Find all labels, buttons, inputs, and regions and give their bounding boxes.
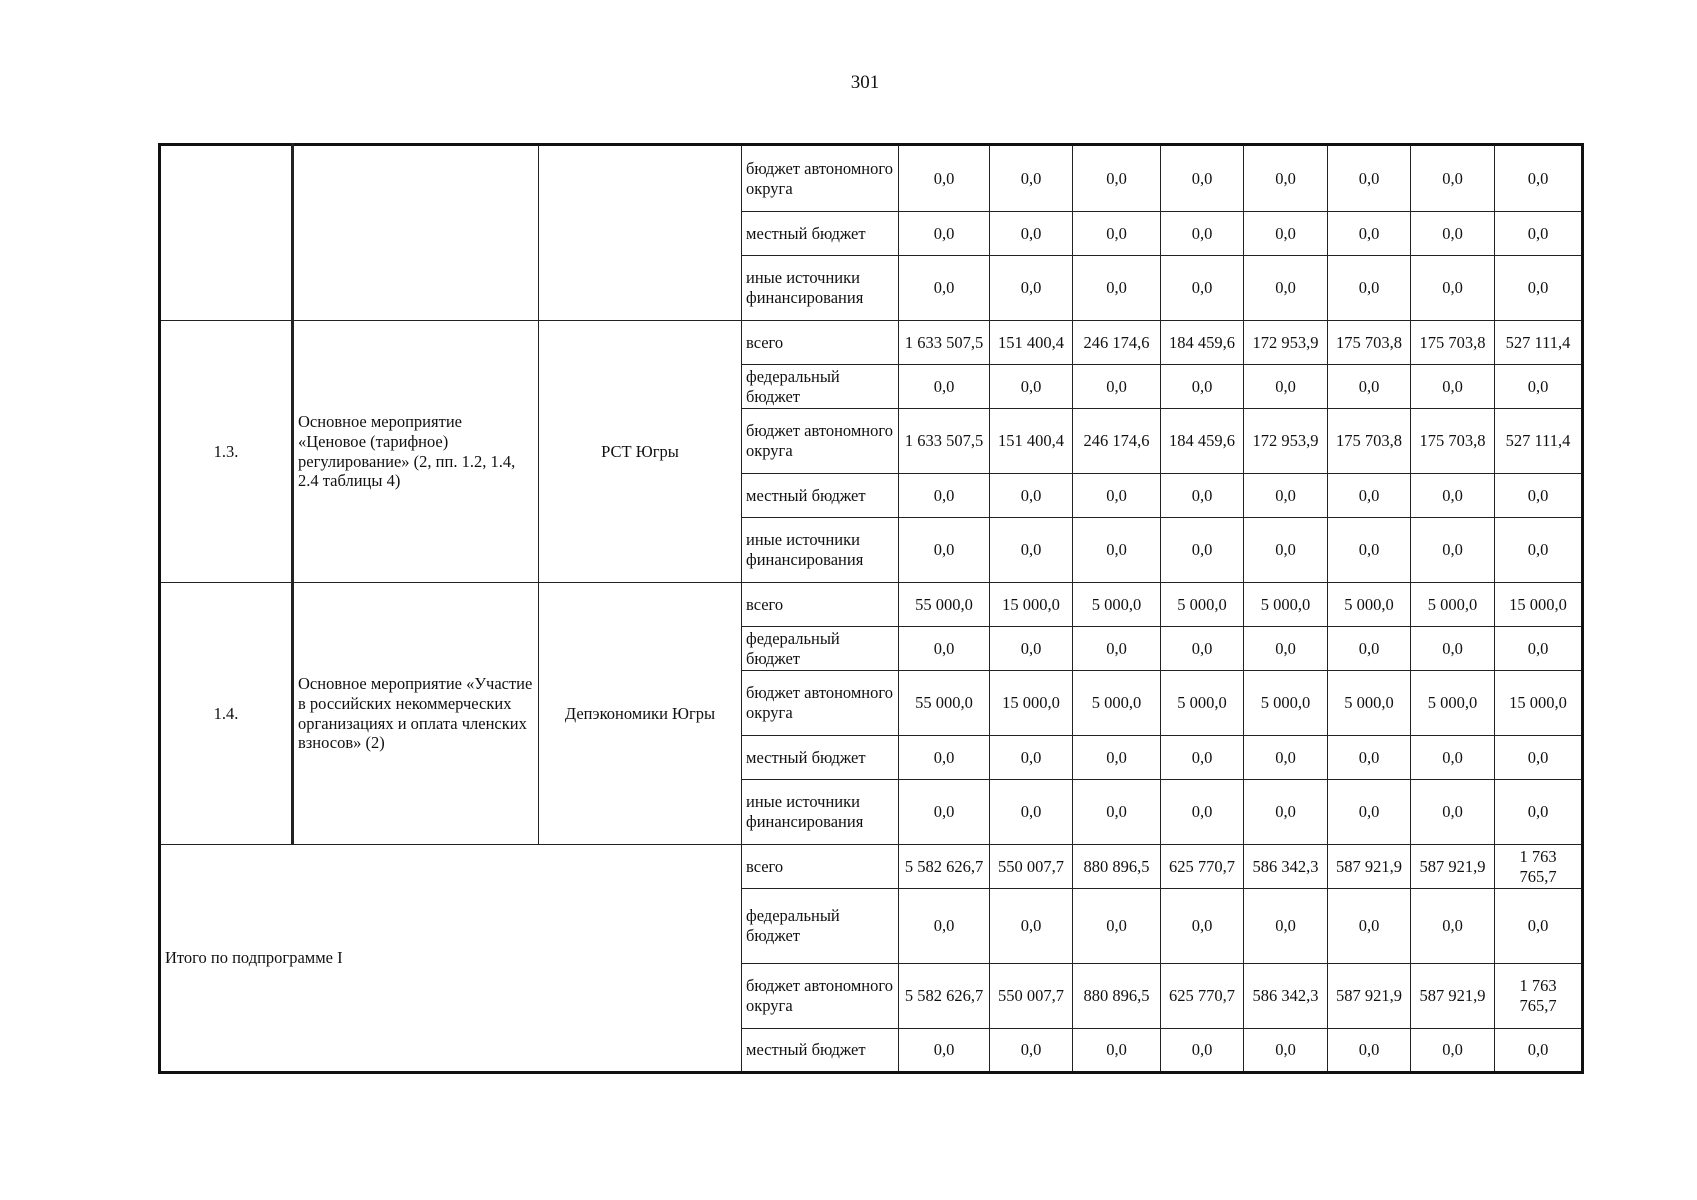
budget-table (158, 143, 1584, 1074)
amount-cell: 0,0 (1161, 780, 1244, 845)
funding-source-cell: иные источники финансирования (742, 780, 899, 845)
item-index-cell: 1.3. (160, 321, 293, 583)
amount-cell: 625 770,7 (1161, 845, 1244, 889)
amount-cell: 587 921,9 (1411, 845, 1495, 889)
amount-cell: 0,0 (1328, 256, 1411, 321)
amount-cell: 0,0 (899, 212, 990, 256)
amount-cell: 15 000,0 (990, 583, 1073, 627)
amount-cell: 0,0 (990, 1029, 1073, 1073)
amount-cell: 151 400,4 (990, 321, 1073, 365)
funding-source-cell: бюджет автономного округа (742, 671, 899, 736)
amount-cell: 0,0 (1328, 518, 1411, 583)
amount-cell: 0,0 (899, 780, 990, 845)
amount-cell: 0,0 (990, 474, 1073, 518)
amount-cell: 0,0 (1244, 889, 1328, 964)
funding-source-cell: местный бюджет (742, 736, 899, 780)
amount-cell: 0,0 (1495, 365, 1583, 409)
item-index-cell: 1.4. (160, 583, 293, 845)
amount-cell: 0,0 (1411, 474, 1495, 518)
amount-cell: 0,0 (990, 736, 1073, 780)
amount-cell: 0,0 (1411, 780, 1495, 845)
table-row (160, 145, 1583, 212)
amount-cell: 5 000,0 (1244, 583, 1328, 627)
amount-cell: 0,0 (1244, 736, 1328, 780)
funding-source-cell: всего (742, 845, 899, 889)
amount-cell: 0,0 (1244, 145, 1328, 212)
amount-cell: 0,0 (1328, 736, 1411, 780)
amount-cell: 1 763 765,7 (1495, 964, 1583, 1029)
amount-cell: 0,0 (1411, 212, 1495, 256)
amount-cell: 0,0 (1495, 889, 1583, 964)
amount-cell: 0,0 (899, 256, 990, 321)
item-name-cell (293, 145, 539, 321)
amount-cell: 586 342,3 (1244, 964, 1328, 1029)
amount-cell: 0,0 (990, 780, 1073, 845)
amount-cell: 0,0 (1073, 780, 1161, 845)
amount-cell: 0,0 (1244, 627, 1328, 671)
funding-source-cell: бюджет автономного округа (742, 145, 899, 212)
amount-cell: 587 921,9 (1328, 845, 1411, 889)
amount-cell: 151 400,4 (990, 409, 1073, 474)
amount-cell: 5 000,0 (1328, 671, 1411, 736)
amount-cell: 0,0 (899, 518, 990, 583)
amount-cell: 0,0 (1328, 889, 1411, 964)
funding-source-cell: федеральный бюджет (742, 889, 899, 964)
amount-cell: 0,0 (1244, 212, 1328, 256)
amount-cell: 0,0 (1161, 736, 1244, 780)
amount-cell: 172 953,9 (1244, 409, 1328, 474)
amount-cell: 0,0 (990, 256, 1073, 321)
table-row (160, 583, 1583, 627)
amount-cell: 175 703,8 (1411, 321, 1495, 365)
amount-cell: 5 582 626,7 (899, 845, 990, 889)
amount-cell: 184 459,6 (1161, 409, 1244, 474)
funding-source-cell: всего (742, 321, 899, 365)
amount-cell: 0,0 (899, 627, 990, 671)
amount-cell: 0,0 (1161, 474, 1244, 518)
amount-cell: 0,0 (1161, 627, 1244, 671)
amount-cell: 0,0 (1495, 518, 1583, 583)
amount-cell: 0,0 (1328, 1029, 1411, 1073)
amount-cell: 0,0 (1073, 145, 1161, 212)
amount-cell: 880 896,5 (1073, 964, 1161, 1029)
amount-cell: 625 770,7 (1161, 964, 1244, 1029)
amount-cell: 587 921,9 (1328, 964, 1411, 1029)
total-label-cell: Итого по подпрограмме I (160, 845, 742, 1073)
amount-cell: 0,0 (1244, 518, 1328, 583)
amount-cell: 0,0 (1073, 518, 1161, 583)
item-index-cell (160, 145, 293, 321)
amount-cell: 5 000,0 (1411, 671, 1495, 736)
amount-cell: 0,0 (1411, 518, 1495, 583)
responsible-cell (539, 145, 742, 321)
amount-cell: 0,0 (1161, 365, 1244, 409)
amount-cell: 0,0 (1411, 1029, 1495, 1073)
amount-cell: 0,0 (1495, 780, 1583, 845)
amount-cell: 0,0 (1161, 889, 1244, 964)
table-row (160, 321, 1583, 365)
amount-cell: 0,0 (899, 1029, 990, 1073)
amount-cell: 527 111,4 (1495, 321, 1583, 365)
amount-cell: 0,0 (990, 365, 1073, 409)
amount-cell: 0,0 (1073, 889, 1161, 964)
amount-cell: 0,0 (1073, 474, 1161, 518)
amount-cell: 0,0 (1328, 780, 1411, 845)
table-row (160, 845, 1583, 889)
amount-cell: 0,0 (1073, 256, 1161, 321)
amount-cell: 0,0 (1328, 145, 1411, 212)
amount-cell: 0,0 (1495, 474, 1583, 518)
amount-cell: 0,0 (1161, 145, 1244, 212)
amount-cell: 5 000,0 (1073, 671, 1161, 736)
funding-source-cell: местный бюджет (742, 212, 899, 256)
amount-cell: 0,0 (1161, 1029, 1244, 1073)
amount-cell: 0,0 (1073, 365, 1161, 409)
amount-cell: 0,0 (1411, 365, 1495, 409)
amount-cell: 1 633 507,5 (899, 321, 990, 365)
amount-cell: 0,0 (1495, 212, 1583, 256)
funding-source-cell: местный бюджет (742, 1029, 899, 1073)
amount-cell: 55 000,0 (899, 671, 990, 736)
amount-cell: 0,0 (1073, 736, 1161, 780)
funding-source-cell: местный бюджет (742, 474, 899, 518)
amount-cell: 184 459,6 (1161, 321, 1244, 365)
amount-cell: 0,0 (1411, 627, 1495, 671)
amount-cell: 0,0 (1073, 212, 1161, 256)
funding-source-cell: иные источники финансирования (742, 518, 899, 583)
amount-cell: 15 000,0 (1495, 583, 1583, 627)
funding-source-cell: бюджет автономного округа (742, 409, 899, 474)
funding-source-cell: бюджет автономного округа (742, 964, 899, 1029)
amount-cell: 0,0 (899, 145, 990, 212)
item-name-cell: Основное мероприятие «Ценовое (тарифное) регулирование» (2, пп. 1.2, 1.4, 2.4 таблицы 4) (293, 321, 539, 583)
amount-cell: 5 582 626,7 (899, 964, 990, 1029)
amount-cell: 0,0 (1328, 365, 1411, 409)
amount-cell: 5 000,0 (1411, 583, 1495, 627)
amount-cell: 550 007,7 (990, 845, 1073, 889)
amount-cell: 5 000,0 (1244, 671, 1328, 736)
amount-cell: 0,0 (1328, 212, 1411, 256)
amount-cell: 15 000,0 (1495, 671, 1583, 736)
amount-cell: 172 953,9 (1244, 321, 1328, 365)
amount-cell: 0,0 (899, 474, 990, 518)
amount-cell: 527 111,4 (1495, 409, 1583, 474)
amount-cell: 550 007,7 (990, 964, 1073, 1029)
amount-cell: 0,0 (1244, 256, 1328, 321)
amount-cell: 0,0 (1244, 780, 1328, 845)
amount-cell: 5 000,0 (1073, 583, 1161, 627)
page-number: 301 (850, 72, 880, 93)
amount-cell: 0,0 (1073, 627, 1161, 671)
item-name-cell: Основное мероприятие «Участие в российских некоммерческих организациях и оплата членских взносов» (2) (293, 583, 539, 845)
amount-cell: 0,0 (1161, 212, 1244, 256)
amount-cell: 55 000,0 (899, 583, 990, 627)
funding-source-cell: всего (742, 583, 899, 627)
amount-cell: 880 896,5 (1073, 845, 1161, 889)
amount-cell: 5 000,0 (1161, 583, 1244, 627)
amount-cell: 0,0 (1495, 256, 1583, 321)
amount-cell: 0,0 (1244, 365, 1328, 409)
amount-cell: 0,0 (1411, 256, 1495, 321)
amount-cell: 0,0 (1244, 474, 1328, 518)
amount-cell: 246 174,6 (1073, 409, 1161, 474)
amount-cell: 0,0 (1495, 145, 1583, 212)
amount-cell: 0,0 (1495, 736, 1583, 780)
amount-cell: 0,0 (1161, 518, 1244, 583)
amount-cell: 246 174,6 (1073, 321, 1161, 365)
responsible-cell: РСТ Югры (539, 321, 742, 583)
amount-cell: 1 763 765,7 (1495, 845, 1583, 889)
amount-cell: 0,0 (1328, 474, 1411, 518)
amount-cell: 0,0 (1328, 627, 1411, 671)
amount-cell: 0,0 (899, 889, 990, 964)
amount-cell: 586 342,3 (1244, 845, 1328, 889)
amount-cell: 5 000,0 (1328, 583, 1411, 627)
amount-cell: 1 633 507,5 (899, 409, 990, 474)
amount-cell: 0,0 (1411, 736, 1495, 780)
amount-cell: 175 703,8 (1328, 321, 1411, 365)
amount-cell: 0,0 (990, 518, 1073, 583)
amount-cell: 175 703,8 (1328, 409, 1411, 474)
amount-cell: 5 000,0 (1161, 671, 1244, 736)
amount-cell: 0,0 (1411, 145, 1495, 212)
amount-cell: 0,0 (1161, 256, 1244, 321)
amount-cell: 0,0 (990, 889, 1073, 964)
amount-cell: 0,0 (899, 365, 990, 409)
amount-cell: 175 703,8 (1411, 409, 1495, 474)
amount-cell: 15 000,0 (990, 671, 1073, 736)
amount-cell: 587 921,9 (1411, 964, 1495, 1029)
table-body (160, 145, 1583, 1073)
amount-cell: 0,0 (990, 145, 1073, 212)
funding-source-cell: иные источники финансирования (742, 256, 899, 321)
responsible-cell: Депэкономики Югры (539, 583, 742, 845)
funding-source-cell: федеральный бюджет (742, 627, 899, 671)
amount-cell: 0,0 (1073, 1029, 1161, 1073)
amount-cell: 0,0 (1244, 1029, 1328, 1073)
amount-cell: 0,0 (1495, 1029, 1583, 1073)
amount-cell: 0,0 (1411, 889, 1495, 964)
funding-source-cell: федеральный бюджет (742, 365, 899, 409)
amount-cell: 0,0 (990, 627, 1073, 671)
amount-cell: 0,0 (1495, 627, 1583, 671)
amount-cell: 0,0 (899, 736, 990, 780)
amount-cell: 0,0 (990, 212, 1073, 256)
